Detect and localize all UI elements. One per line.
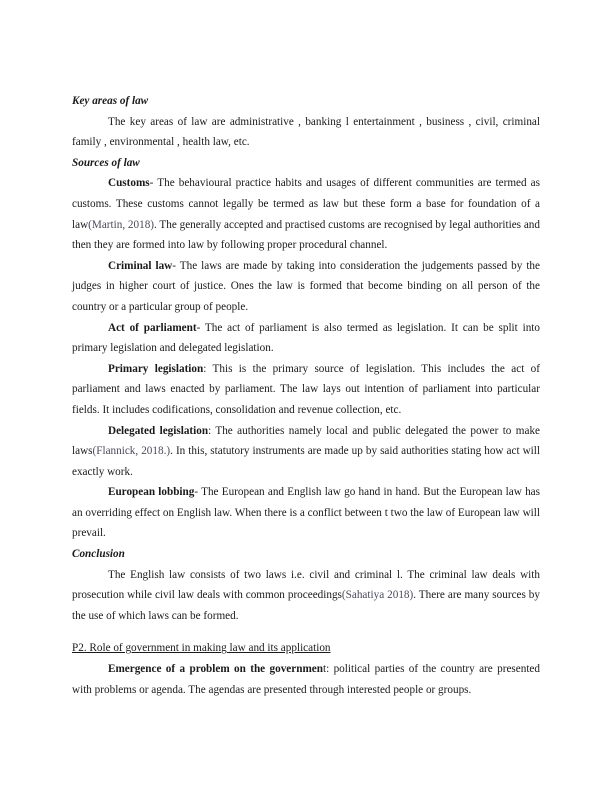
- delegated-legislation-term: Delegated legislation: [108, 424, 209, 437]
- delegated-legislation-text-1: : The authorities namely local and public delegated the power to make laws: [72, 424, 541, 458]
- act-of-parliament-term: Act of parliament: [108, 321, 197, 334]
- criminal-law-text: - The laws are made by taking into consideration the judgements passed by the judges in higher court of justice. Ones the law is formed that become binding on all person of the country or a particular group of people.: [72, 259, 540, 313]
- criminal-law-paragraph: [72, 256, 540, 318]
- delegated-legislation-paragraph: [72, 421, 540, 483]
- sources-heading: Sources of law: [72, 156, 140, 169]
- customs-text-2: . The generally accepted and practised customs are recognised by legal authorities and then they are formed into law by following proper procedural channel.: [72, 218, 540, 252]
- p2-paragraph: [72, 659, 540, 700]
- customs-text-1: - The behavioural practice habits and usages of different communities are termed as customs. These customs cannot legally be termed as law but these form a base for foundation of a law: [72, 177, 540, 231]
- customs-term: Customs: [108, 177, 150, 190]
- p2-section-title: P2. Role of government in making law and its application: [72, 642, 331, 655]
- primary-legislation-text: : This is the primary source of legislation. This includes the act of parliament and laws enacted by parliament. The law lays out intention of parliament into particular fields. It includes codifications, consolidation and revenue collection, etc.: [72, 362, 540, 416]
- key-areas-heading: Key areas of law: [72, 95, 149, 107]
- conclusion-text-1: The English law consists of two laws i.e. civil and criminal l. The criminal law deals with prosecution while civil law deals with common proceedings: [72, 568, 540, 602]
- criminal-law-term: Criminal law: [108, 259, 173, 272]
- act-of-parliament-paragraph: [72, 318, 540, 359]
- document-body: [72, 91, 540, 700]
- primary-legislation-paragraph: [72, 359, 540, 421]
- customs-paragraph: [72, 173, 540, 255]
- customs-citation: (Martin, 2018): [88, 218, 155, 231]
- delegated-legislation-text-2: . In this, statutory instruments are made up by said authorities stating how act will exactly work.: [72, 445, 540, 478]
- european-lobbing-paragraph: [72, 482, 540, 544]
- key-areas-text: The key areas of law are administrative , banking l entertainment , business , civil, criminal family , environmental , health law, etc.: [72, 115, 540, 149]
- delegated-legislation-citation: (Flannick, 2018.): [92, 445, 171, 458]
- conclusion-paragraph: [72, 565, 540, 627]
- european-lobbing-text: - The European and English law go hand in hand. But the European law has an overriding effect on English law. When there is a conflict between t two the law of European law will prevail.: [72, 486, 540, 540]
- key-areas-paragraph: [72, 112, 540, 153]
- conclusion-heading: Conclusion: [72, 548, 125, 561]
- p2-text: t: political parties of the country are presented with problems or agenda. The agendas are presented through interested people or groups.: [72, 663, 540, 696]
- primary-legislation-term: Primary legislation: [108, 362, 204, 375]
- p2-term: Emergence of a problem on the governmen: [108, 663, 323, 676]
- act-of-parliament-text: - The act of parliament is also termed as legislation. It can be split into primary legislation and delegated legislation.: [72, 321, 540, 355]
- conclusion-citation: (Sahatiya 2018): [341, 589, 414, 602]
- conclusion-text-2: . There are many sources by the use of which laws can be formed.: [72, 589, 540, 622]
- european-lobbing-term: European lobbing: [108, 486, 195, 499]
